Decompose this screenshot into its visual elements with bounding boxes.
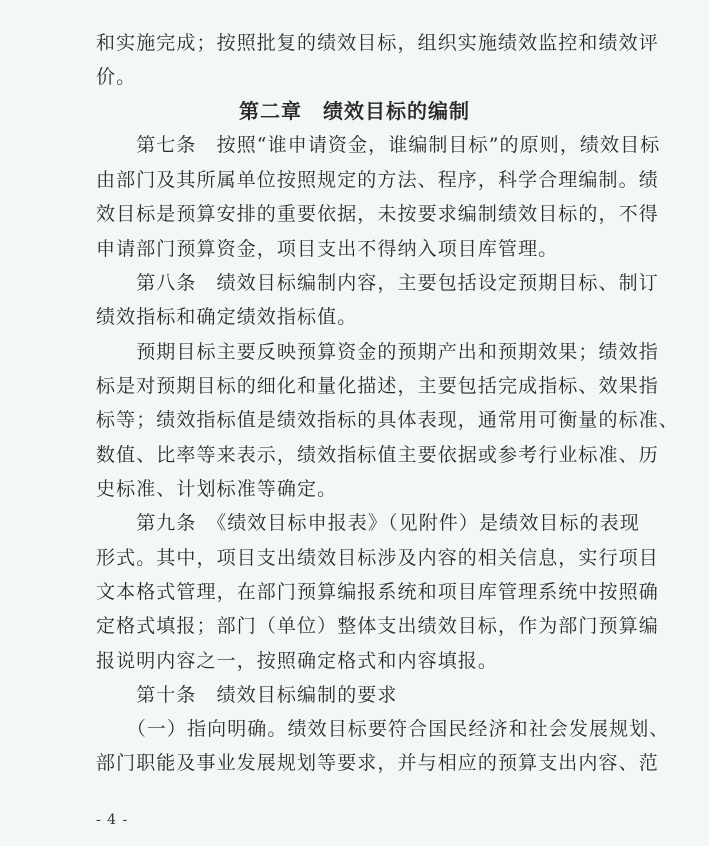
text-line: 第七条 按照“谁申请资金，谁编制目标”的原则，绩效目标 [96, 134, 661, 156]
chapter-title: 第二章 绩效目标的编制 [239, 99, 470, 123]
text-line: 标等；绩效指标值是绩效指标的具体表现，通常用可衡量的标准、 [96, 409, 679, 431]
text-line: 定格式填报；部门（单位）整体支出绩效目标，作为部门预算编 [96, 615, 659, 637]
text-line: 报说明内容之一，按照确定格式和内容填报。 [96, 650, 499, 672]
text-line: 第九条 《绩效目标申报表》（见附件）是绩效目标的表现 [96, 512, 640, 534]
text-line: 效目标是预算安排的重要依据，未按要求编制绩效目标的，不得 [96, 203, 659, 225]
text-line: 预期目标主要反映预算资金的预期产出和预期效果；绩效指 [96, 341, 659, 363]
text-line: 文本格式管理，在部门预算编报系统和项目库管理系统中按照确 [96, 581, 659, 603]
text-line: 史标准、计划标准等确定。 [96, 478, 338, 500]
text-line: 由部门及其所属单位按照规定的方法、程序，科学合理编制。绩 [96, 169, 659, 191]
text-line: 价。 [96, 66, 137, 88]
text-line: 申请部门预算资金，项目支出不得纳入项目库管理。 [96, 238, 559, 260]
text-line: 标是对预期目标的细化和量化描述，主要包括完成指标、效果指 [96, 375, 659, 397]
text-line: 数值、比率等来表示，绩效指标值主要依据或参考行业标准、历 [96, 444, 659, 466]
text-line: 绩效指标和确定绩效指标值。 [96, 306, 358, 328]
text-line: 和实施完成；按照批复的绩效目标，组织实施绩效监控和绩效评 [96, 32, 659, 54]
text-line: 第八条 绩效目标编制内容，主要包括设定预期目标、制订 [96, 272, 659, 294]
text-line: 形式。其中，项目支出绩效目标涉及内容的相关信息，实行项目 [96, 547, 659, 569]
page-number: - 4 - [96, 812, 129, 828]
text-line: （一）指向明确。绩效目标要符合国民经济和社会发展规划、 [96, 718, 670, 740]
text-line: 第十条 绩效目标编制的要求 [96, 684, 398, 706]
text-line: 部门职能及事业发展规划等要求，并与相应的预算支出内容、范 [96, 752, 659, 774]
